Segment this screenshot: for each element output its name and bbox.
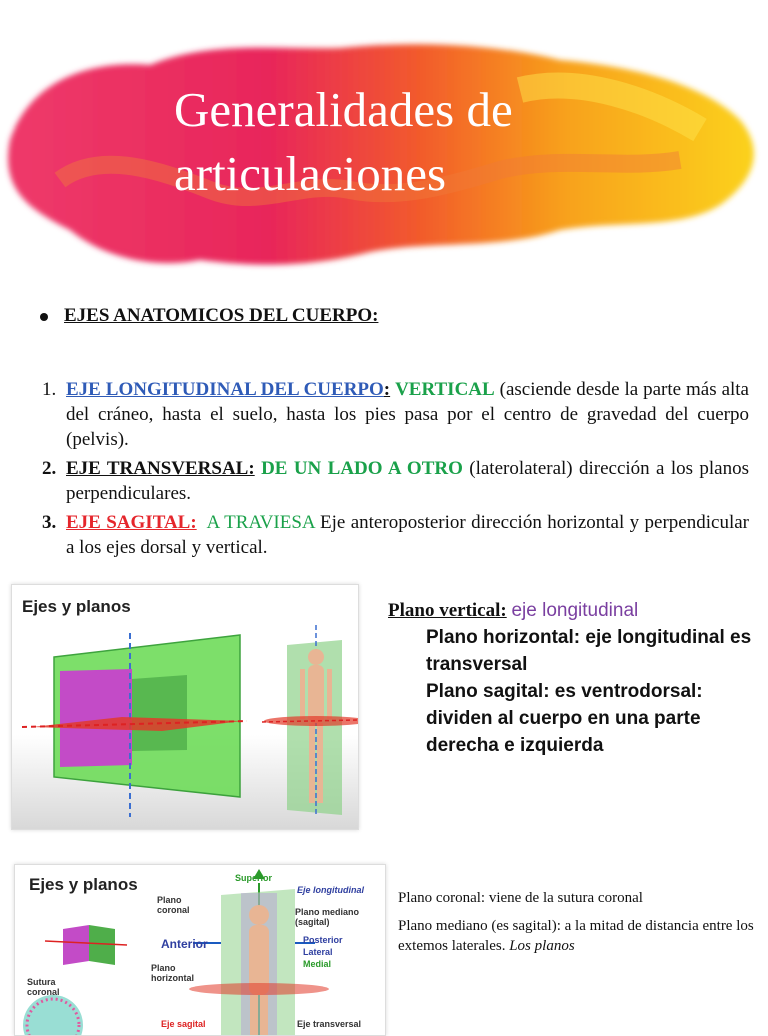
- list-item: [42, 510, 749, 560]
- watercolor-banner: [0, 20, 768, 290]
- item-description: (asciende desde la parte más alta del cráneo, hasta el suelo, hasta los pies pasa por el centro de gravedad del cuerpo (pelvis).: [66, 379, 749, 450]
- item-direction: DE UN LADO A OTRO: [261, 458, 463, 479]
- planes-description: [388, 597, 756, 759]
- item-colon: :: [383, 379, 391, 400]
- plane-vertical: [388, 597, 756, 624]
- label-sutura-coronal: Sutura coronal: [27, 977, 60, 997]
- label-plano-horizontal: Plano horizontal: [151, 963, 194, 983]
- section-heading: [40, 305, 378, 327]
- plane-vertical-label: Plano vertical:: [388, 600, 507, 621]
- axes-planes-figure-2: [14, 864, 386, 1036]
- axes-planes-figure: [11, 584, 359, 830]
- item-term: EJE TRANSVERSAL:: [66, 458, 255, 479]
- axes-list: [42, 377, 749, 564]
- label-eje-longitudinal: Eje longitudinal: [297, 885, 364, 895]
- item-description: Eje anteroposterior dirección horizontal y perpendicular a los ejes dorsal y vertical.: [66, 512, 749, 558]
- item-number: 2.: [42, 458, 57, 479]
- item-number: 3.: [42, 512, 57, 533]
- page-title: Generalidades de articulaciones: [174, 82, 513, 201]
- plane-vertical-value: eje longitudinal: [511, 600, 639, 621]
- label-eje-transversal: Eje transversal: [297, 1019, 362, 1029]
- label-anterior: Anterior: [161, 937, 208, 951]
- item-number: 1.: [42, 379, 57, 400]
- list-item: [42, 456, 749, 506]
- bullet-icon: [40, 313, 48, 321]
- section-heading-text: EJES ANATOMICOS DEL CUERPO:: [64, 305, 379, 326]
- item-description: (laterolateral) dirección a los planos perpendiculares.: [66, 458, 750, 504]
- label-posterior: Posterior: [303, 935, 343, 945]
- label-superior: Superior: [235, 873, 273, 883]
- note-mediano-text: Plano mediano (es sagital): a la mitad de distancia entre los extemos laterales.: [398, 918, 754, 954]
- item-direction: VERTICAL: [395, 379, 495, 400]
- item-term: EJE SAGITAL:: [66, 512, 197, 533]
- list-item: [42, 377, 749, 452]
- note-mediano: [398, 916, 758, 956]
- label-lateral: Lateral: [303, 947, 333, 957]
- label-medial: Medial: [303, 959, 332, 969]
- figure-title: Ejes y planos: [29, 875, 138, 894]
- plane-sagital: Plano sagital: es ventrodorsal: dividen al cuerpo en una parte derecha e izquierda: [426, 681, 703, 756]
- item-direction: A TRAVIESA: [206, 512, 315, 533]
- label-plano-mediano: Plano mediano (sagital): [295, 907, 360, 927]
- plane-horizontal: Plano horizontal: eje longitudinal es transversal: [426, 627, 752, 675]
- planes-illustration: [12, 585, 358, 829]
- note-coronal: Plano coronal: viene de la sutura coronal: [398, 890, 643, 906]
- notes: [398, 888, 758, 964]
- label-eje-sagital: Eje sagital: [161, 1019, 206, 1029]
- note-mediano-italic: Los planos: [509, 938, 575, 954]
- label-plano-coronal: Plano coronal: [157, 895, 190, 915]
- figure-title: Ejes y planos: [22, 597, 131, 616]
- item-term: EJE LONGITUDINAL DEL CUERPO: [66, 379, 384, 400]
